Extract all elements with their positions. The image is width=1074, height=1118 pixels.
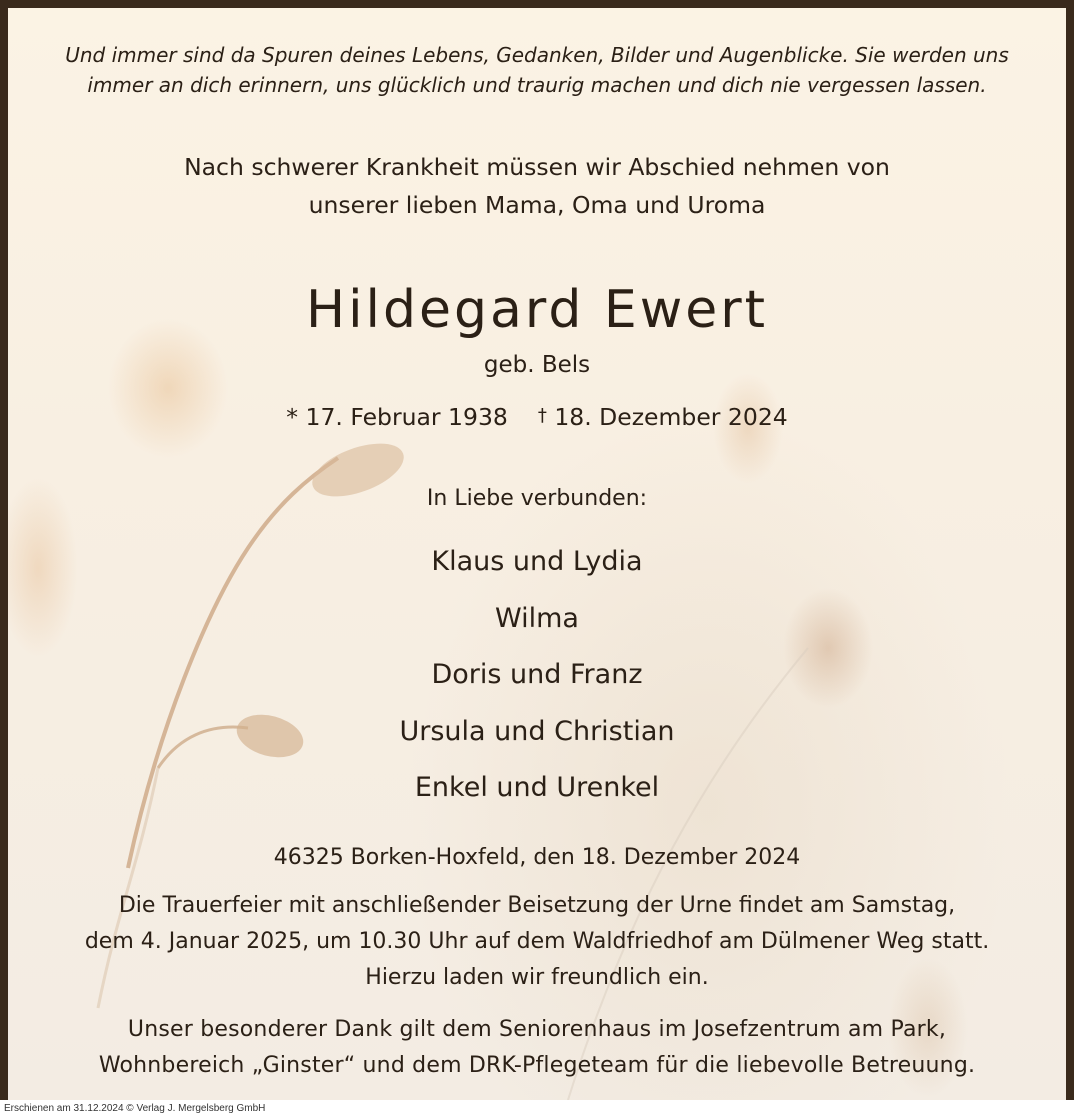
life-dates	[8, 400, 1066, 433]
motto-quote	[8, 40, 1066, 100]
obituary-card	[8, 8, 1066, 1100]
service-line-2: dem 4. Januar 2025, um 10.30 Uhr auf dem Waldfriedhof am Dülmener Weg statt.	[84, 929, 990, 954]
thanks-line-1: Unser besonderer Dank gilt dem Seniorenhaus im Josefzentrum am Park,	[127, 1017, 947, 1042]
publication-footer: Erschienen am 31.12.2024 © Verlag J. Mergelsberg GmbH	[4, 1103, 266, 1114]
death-date: 18. Dezember 2024	[554, 403, 788, 431]
mourner-item: Ursula und Christian	[399, 715, 675, 747]
thanks-note	[8, 1012, 1066, 1084]
mourner-item: Doris und Franz	[431, 659, 643, 690]
birth-symbol: *	[286, 403, 299, 431]
intro-line-1: Nach schwerer Krankheit müssen wir Abschied nehmen von	[184, 153, 890, 181]
service-line-3: Hierzu laden wir freundlich ein.	[365, 965, 709, 990]
mourner-item: Wilma	[495, 602, 579, 634]
funeral-service-info	[8, 888, 1066, 996]
place-and-date: 46325 Borken-Hoxfeld, den 18. Dezember 2024	[273, 845, 801, 870]
motto-line-2: immer an dich erinnern, uns glücklich und traurig machen und dich nie vergessen lassen.	[87, 73, 987, 97]
maiden-name: geb. Bels	[483, 352, 591, 378]
service-line-1: Die Trauerfeier mit anschließender Beisetzung der Urne findet am Samstag,	[118, 893, 956, 918]
mourners-heading: In Liebe verbunden:	[426, 486, 648, 511]
death-symbol: †	[537, 405, 547, 426]
thanks-line-2: Wohnbereich „Ginster“ und dem DRK-Pflegeteam für die liebevolle Betreuung.	[98, 1053, 976, 1078]
mourners-list	[8, 534, 1066, 817]
intro-line-2: unserer lieben Mama, Oma und Uroma	[308, 191, 766, 219]
mourner-item: Klaus und Lydia	[431, 546, 643, 577]
birth-date: 17. Februar 1938	[305, 403, 508, 431]
announcement-intro	[8, 148, 1066, 224]
deceased-name: Hildegard Ewert	[305, 280, 768, 340]
mourner-item: Enkel und Urenkel	[414, 772, 660, 803]
motto-line-1: Und immer sind da Spuren deines Lebens, Gedanken, Bilder und Augenblicke. Sie werden uns	[65, 43, 1009, 67]
